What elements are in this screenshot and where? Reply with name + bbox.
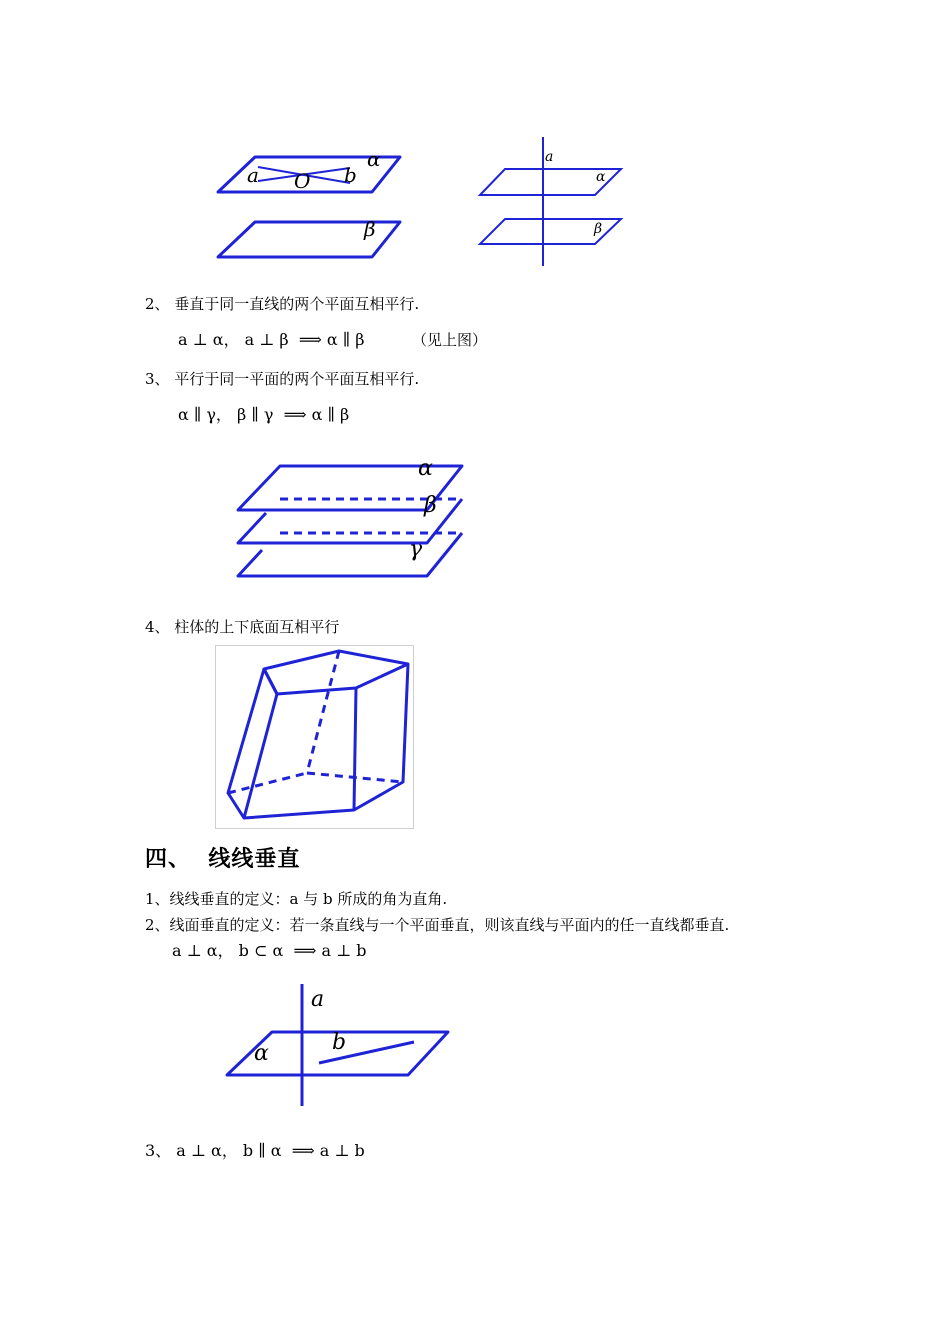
figure-three-parallel-planes: [232, 455, 467, 585]
prism-edge: [264, 669, 277, 694]
figure-prism: [215, 645, 414, 829]
item-2-note: （见上图）: [412, 331, 488, 349]
label-beta: β: [594, 221, 603, 237]
item-4-text: 4、 柱体的上下底面互相平行: [145, 618, 340, 636]
figure-line-perpendicular-plane: [222, 980, 452, 1110]
definition-2-text: 2、线面垂直的定义：若一条直线与一个平面垂直，则该直线与平面内的任一直线都垂直.: [145, 916, 730, 934]
label-b: b: [344, 163, 357, 187]
prism-edge: [244, 694, 277, 818]
prism-front-edges: [228, 664, 408, 818]
definition-1-text: 1、线线垂直的定义：a 与 b 所成的角为直角.: [145, 890, 448, 908]
label-alpha: α: [596, 169, 606, 185]
prism-hidden-edge: [228, 773, 307, 793]
section-heading: 四、 线线垂直: [145, 847, 301, 872]
definition-2-formula: a ⊥ α， b ⊂ α ⟹ a ⊥ b: [172, 941, 367, 960]
prism-edge: [354, 688, 356, 810]
label-gamma: γ: [409, 537, 423, 562]
label-a: a: [311, 987, 325, 1012]
item-2-text: 2、 垂直于同一直线的两个平面互相平行.: [145, 295, 420, 313]
label-o: O: [294, 169, 311, 193]
item-3-text: 3、 平行于同一平面的两个平面互相平行.: [145, 370, 420, 388]
label-alpha: α: [367, 147, 381, 171]
label-beta: β: [424, 493, 437, 518]
label-b: b: [332, 1030, 347, 1055]
figure-parallel-planes-crossing-lines: [210, 140, 410, 265]
label-alpha: α: [418, 456, 433, 481]
figure-line-perpendicular-two-planes: [475, 135, 635, 270]
label-beta: β: [364, 217, 376, 241]
item-3-formula: α ∥ γ， β ∥ γ ⟹ α ∥ β: [178, 405, 350, 424]
item-2-formula: a ⊥ α， a ⊥ β ⟹ α ∥ β: [178, 330, 365, 349]
label-a: a: [545, 149, 554, 165]
label-a: a: [247, 163, 259, 187]
definition-3-text: 3、 a ⊥ α， b ∥ α ⟹ a ⊥ b: [145, 1141, 365, 1160]
label-alpha: α: [254, 1041, 269, 1066]
prism-hidden-edge: [307, 651, 339, 773]
